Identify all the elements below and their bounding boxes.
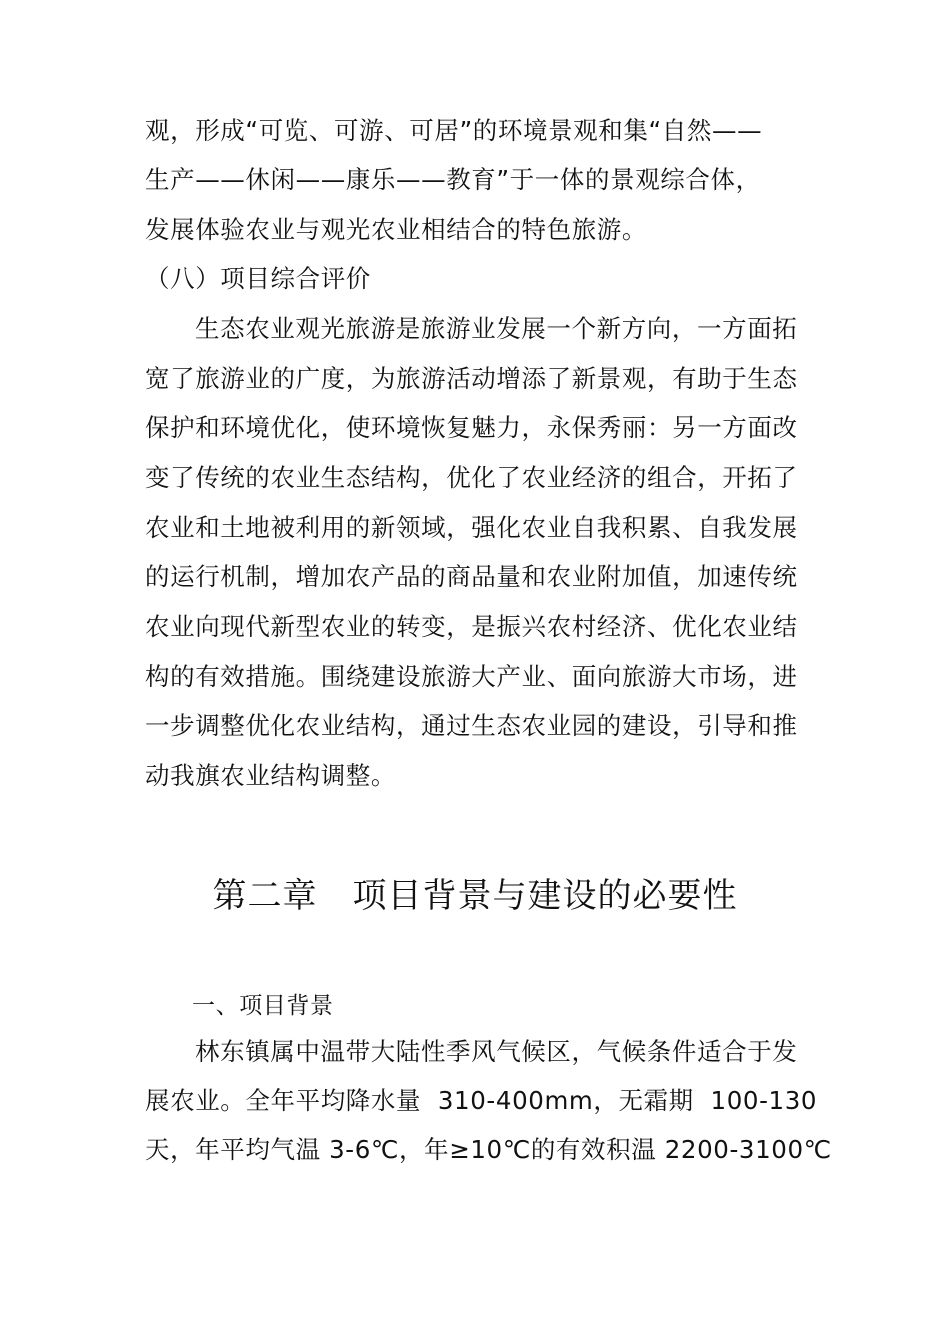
paragraph-line: 展农业。全年平均降水量 310-400mm，无霜期 100-130 [145,1086,818,1115]
paragraph-line: 一步调整优化农业结构，通过生态农业园的建设，引导和推 [145,711,798,740]
paragraph-line: 发展体验农业与观光农业相结合的特色旅游。 [145,215,647,244]
paragraph-line: 构的有效措施。围绕建设旅游大产业、面向旅游大市场，进 [145,662,798,691]
paragraph-line: 林东镇属中温带大陆性季风气候区，气候条件适合于发 [195,1037,798,1066]
paragraph-line: 观，形成“可览、可游、可居”的环境景观和集“自然—— [145,116,763,145]
paragraph-line: 生产——休闲——康乐——教育”于一体的景观综合体， [145,165,761,194]
section-heading: 一、项目背景 [192,993,334,1019]
paragraph-line: 动我旗农业结构调整。 [145,761,396,790]
paragraph-line: 变了传统的农业生态结构，优化了农业经济的组合，开拓了 [145,463,798,492]
paragraph-line: 生态农业观光旅游是旅游业发展一个新方向，一方面拓 [195,314,798,343]
paragraph-line: 农业和土地被利用的新领域，强化农业自我积累、自我发展 [145,513,798,542]
chapter-title: 第二章 项目背景与建设的必要性 [212,876,738,916]
paragraph-line: 宽了旅游业的广度，为旅游活动增添了新景观，有助于生态 [145,364,798,393]
section-heading: （八）项目综合评价 [145,264,371,293]
paragraph-line: 的运行机制，增加农产品的商品量和农业附加值，加速传统 [145,562,798,591]
paragraph-line: 保护和环境优化，使环境恢复魅力，永保秀丽：另一方面改 [145,413,798,442]
paragraph-line: 天，年平均气温 3-6℃，年≥10℃的有效积温 2200-3100℃ [145,1135,832,1164]
paragraph-line: 农业向现代新型农业的转变，是振兴农村经济、优化农业结 [145,612,798,641]
